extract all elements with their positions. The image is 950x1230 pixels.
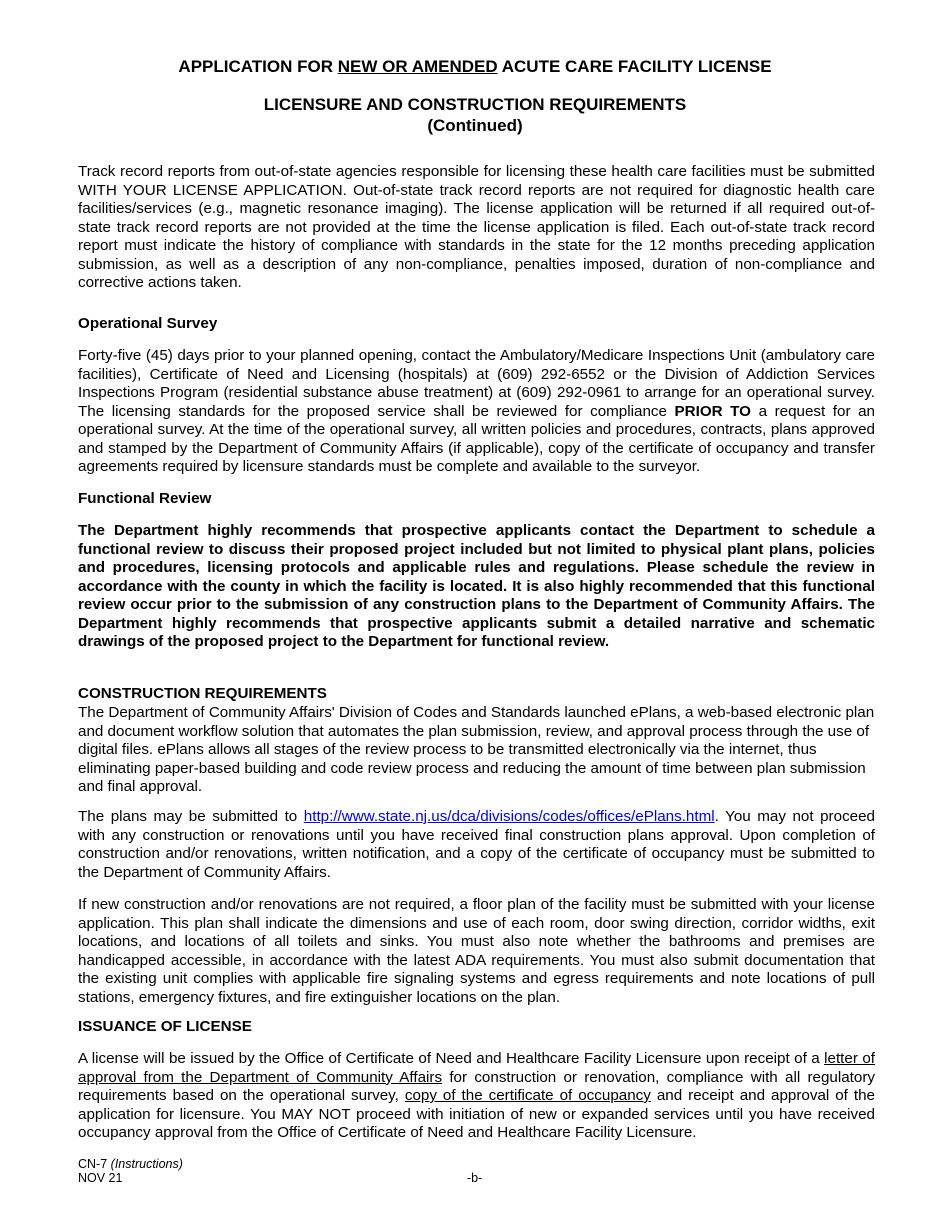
text: The plans may be submitted to	[78, 808, 304, 825]
emphasis: PRIOR TO	[674, 402, 751, 420]
subtitle	[0, 94, 950, 136]
page-title	[0, 56, 950, 77]
issuance-paragraph	[78, 1050, 875, 1143]
title-underlined: NEW OR AMENDED	[337, 57, 498, 76]
subtitle-continued: (Continued)	[427, 116, 523, 135]
text: Forty-five (45) days prior to your planned opening, contact the Ambulatory/Medicare Inspections Unit (ambulatory care facilities), Certificate of Need and Licensing (hospitals) at (609) 292-6552 or the Division of Addiction Services Inspections Program (residential substance abuse treatment) at (609) 292-0961 to arrange for an operational survey. The licensing standards for the proposed service shall be reviewed for compliance	[78, 347, 875, 420]
operational-survey-heading: Operational Survey	[78, 315, 218, 332]
form-note: (Instructions)	[110, 1157, 183, 1171]
functional-review-heading: Functional Review	[78, 490, 212, 507]
footer-form-id	[78, 1157, 183, 1185]
form-number: CN-7	[78, 1157, 108, 1171]
eplans-link[interactable]: http://www.state.nj.us/dca/divisions/codes/offices/ePlans.html	[303, 808, 715, 825]
subtitle-line: LICENSURE AND CONSTRUCTION REQUIREMENTS	[263, 95, 687, 114]
text: and receipt and approval of the application for licensure. You MAY NOT proceed with initiation of new or expanded services until you have received occupancy approval from the Office of Certificate of Need and Healthcare Facility Licensure.	[78, 1087, 875, 1141]
form-date: NOV 21	[78, 1171, 123, 1185]
construction-paragraph-3: If new construction and/or renovations are not required, a floor plan of the facility must be submitted with your license application. This plan shall indicate the dimensions and use of each room, door swing direction, corridor widths, exit locations, and locations of all toilets and sinks. You must also note whether the bathrooms and premises are handicapped accessible, in accordance with the latest ADA requirements. You must also submit documentation that the existing unit complies with applicable fire signaling systems and egress requirements and note locations of pull stations, emergency fixtures, and fire extinguisher locations on the plan.	[78, 896, 875, 1006]
construction-heading: CONSTRUCTION REQUIREMENTS	[78, 685, 327, 702]
text: A license will be issued by the Office of Certificate of Need and Healthcare Facility Licensure upon receipt of a	[78, 1050, 825, 1067]
operational-survey-paragraph	[78, 347, 875, 477]
underlined-text: letter of approval from the Department of Community Affairs	[78, 1050, 875, 1086]
construction-paragraph-1: The Department of Community Affairs' Division of Codes and Standards launched ePlans, a web-based electronic plan and document workflow solution that automates the plan submission, review, and approval process through the use of digital files. ePlans allows all stages of the review process to be transmitted electronically via the internet, thus eliminating paper-based building and code review process and reducing the amount of time between plan submission and final approval.	[78, 704, 875, 795]
text: . You may not proceed with any construction or renovations until you have received final construction plans approval. Upon completion of construction and/or renovations, written notification, and a copy of the certificate of occupancy must be submitted to the Department of Community Affairs.	[78, 808, 875, 881]
underlined-text: copy of the certificate of occupancy	[404, 1087, 651, 1104]
title-text: ACUTE CARE FACILITY LICENSE	[497, 57, 772, 76]
issuance-heading: ISSUANCE OF LICENSE	[78, 1018, 252, 1035]
functional-review-paragraph: The Department highly recommends that prospective applicants contact the Department to schedule a functional review to discuss their proposed project included but not limited to physical plant plans, policies and procedures, licensing protocols and applicable rules and regulations. Please schedule the review in accordance with the county in which the facility is located. It is also highly recommended that this functional review occur prior to the submission of any construction plans to the Department of Community Affairs. The Department highly recommends that prospective applicants submit a detailed narrative and schematic drawings of the proposed project to the Department for functional review.	[78, 522, 875, 650]
intro-paragraph: Track record reports from out-of-state agencies responsible for licensing these health care facilities must be submitted WITH YOUR LICENSE APPLICATION. Out-of-state track record reports are not required for diagnostic health care facilities/services (e.g., magnetic resonance imaging). The license application will be returned if all required out-of-state track record reports are not provided at the time the license application is filed. Each out-of-state track record report must indicate the history of compliance with standards in the state for the 12 months preceding application submission, as well as a description of any non-compliance, penalties imposed, duration of non-compliance and corrective actions taken.	[78, 163, 875, 291]
construction-paragraph-2	[78, 808, 875, 882]
text: a request for an operational survey. At the time of the operational survey, all written policies and procedures, contracts, plans approved and stamped by the Department of Community Affairs (if applicable), copy of the certificate of occupancy and transfer agreements required by licensure standards must be complete and available to the surveyor.	[78, 402, 875, 475]
title-text: APPLICATION FOR	[178, 57, 338, 76]
page-number: -b-	[467, 1171, 483, 1185]
text: for construction or renovation, compliance with all regulatory requirements based on the operational survey,	[78, 1068, 875, 1104]
